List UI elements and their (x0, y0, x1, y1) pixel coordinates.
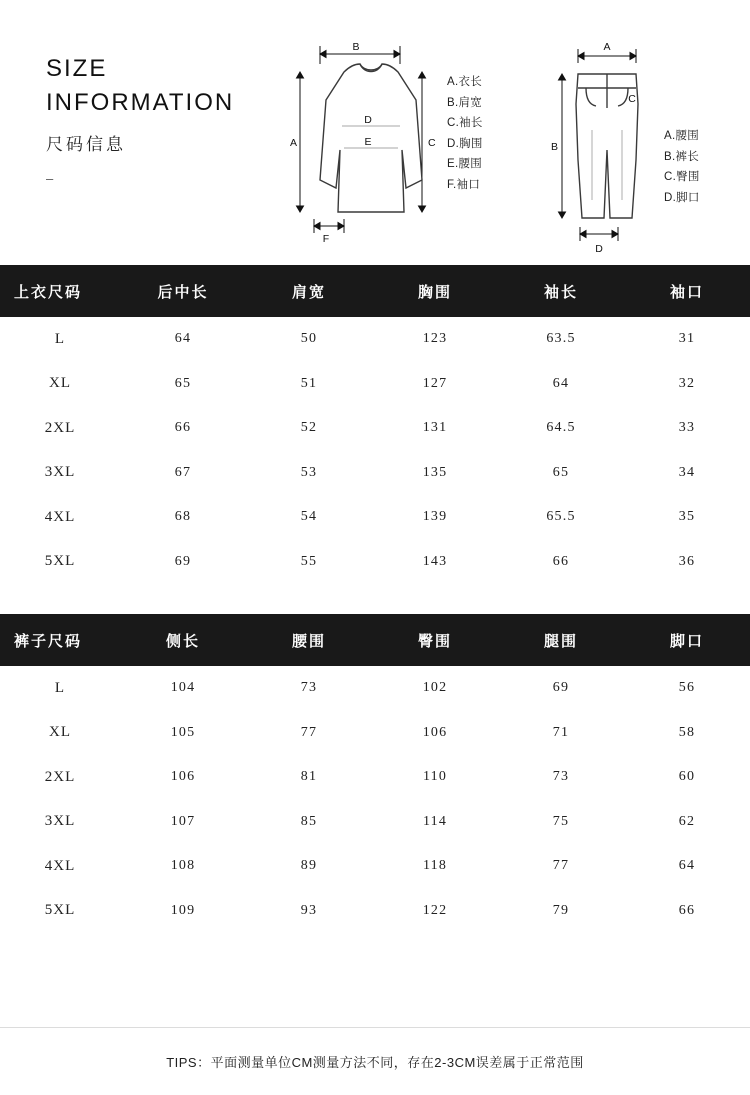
top-cell-3-2: 53 (300, 464, 318, 480)
top-legend-item-3: D.胸围 (447, 137, 483, 150)
top-cell-2-5: 33 (678, 420, 696, 436)
top-cell-5-0: 5XL (44, 553, 76, 570)
top-cell-4-2: 54 (300, 509, 318, 525)
pants-cell-3-4: 75 (552, 813, 570, 829)
pants-cell-1-5: 58 (678, 724, 696, 740)
pants-legend-item-2: C.臀围 (664, 171, 700, 183)
table-row (0, 666, 750, 711)
pants-size-table (0, 614, 750, 933)
top-cell-2-3: 131 (422, 420, 448, 436)
top-cell-5-1: 69 (174, 553, 192, 569)
top-size-table-wrap (0, 265, 750, 584)
top-header-cell-2: 肩宽 (246, 265, 372, 317)
pants-cell-5-4: 79 (552, 902, 570, 918)
pants-table-header-row (0, 614, 750, 666)
pants-header-cell-4: 腿围 (498, 614, 624, 666)
table-row (0, 540, 750, 585)
pants-header-cell-2: 腰围 (246, 614, 372, 666)
table-row (0, 495, 750, 540)
pants-cell-3-3: 114 (422, 813, 448, 829)
top-cell-4-1: 68 (174, 509, 192, 525)
top-cell-1-1: 65 (174, 375, 192, 391)
top-cell-0-2: 50 (300, 331, 318, 347)
pants-cell-4-3: 118 (422, 858, 448, 874)
top-cell-2-2: 52 (300, 420, 318, 436)
table-row (0, 711, 750, 756)
title-en-line2: INFORMATION (46, 89, 235, 116)
pants-cell-2-0: 2XL (44, 768, 76, 785)
pants-cell-1-4: 71 (552, 724, 570, 740)
top-cell-1-3: 127 (422, 375, 448, 391)
title-divider-dash: – (46, 171, 55, 186)
pants-cell-4-0: 4XL (44, 857, 76, 874)
top-table-header-row (0, 265, 750, 317)
svg-text:F: F (322, 233, 330, 245)
top-cell-0-3: 123 (422, 331, 448, 347)
svg-text:B: B (352, 41, 360, 53)
pants-cell-5-0: 5XL (44, 902, 76, 919)
top-header-cell-1: 后中长 (120, 265, 246, 317)
top-header-cell-4: 袖长 (498, 265, 624, 317)
pants-cell-0-0: L (54, 679, 66, 696)
top-cell-3-3: 135 (422, 464, 448, 480)
top-cell-0-4: 63.5 (546, 331, 576, 347)
pants-cell-3-5: 62 (678, 813, 696, 829)
table-row (0, 800, 750, 845)
top-cell-5-5: 36 (678, 553, 696, 569)
page-title (46, 52, 276, 186)
pants-cell-0-2: 73 (300, 680, 318, 696)
pants-header-cell-5: 脚口 (624, 614, 750, 666)
pants-cell-1-3: 106 (422, 724, 448, 740)
table-spacer (0, 584, 750, 614)
pants-cell-4-5: 64 (678, 858, 696, 874)
pants-header-cell-1: 侧长 (120, 614, 246, 666)
table-row (0, 844, 750, 889)
pants-cell-4-1: 108 (170, 858, 196, 874)
tips-footer (0, 1027, 750, 1095)
pants-cell-0-4: 69 (552, 680, 570, 696)
top-cell-4-4: 65.5 (546, 509, 576, 525)
pants-cell-4-2: 89 (300, 858, 318, 874)
top-header-cell-0: 上衣尺码 (0, 265, 120, 317)
top-garment-diagram (282, 30, 467, 245)
top-size-table (0, 265, 750, 584)
table-row (0, 362, 750, 407)
svg-text:C: C (628, 93, 636, 105)
top-cell-3-1: 67 (174, 464, 192, 480)
pants-header-cell-3: 臀围 (372, 614, 498, 666)
top-legend-item-0: A.衣长 (447, 76, 483, 88)
table-row (0, 406, 750, 451)
top-cell-0-1: 64 (174, 331, 192, 347)
table-row (0, 889, 750, 934)
pants-cell-3-2: 85 (300, 813, 318, 829)
pants-header-cell-0: 裤子尺码 (0, 614, 120, 666)
top-legend (447, 72, 483, 195)
top-legend-item-2: C.袖长 (447, 117, 483, 129)
pants-cell-3-0: 3XL (44, 813, 76, 830)
pants-cell-5-5: 66 (678, 902, 696, 918)
top-cell-5-4: 66 (552, 553, 570, 569)
svg-text:D: D (364, 114, 372, 126)
pants-legend-item-0: A.腰围 (664, 130, 700, 142)
top-cell-0-0: L (54, 330, 66, 347)
table-row (0, 451, 750, 496)
pants-legend-item-3: D.脚口 (664, 191, 700, 204)
top-cell-3-5: 34 (678, 464, 696, 480)
pants-cell-0-1: 104 (170, 680, 196, 696)
pants-cell-1-1: 105 (170, 724, 196, 740)
svg-text:D: D (595, 243, 603, 255)
top-legend-item-4: E.腰围 (447, 158, 483, 170)
top-cell-1-2: 51 (300, 375, 318, 391)
pants-legend (664, 126, 700, 208)
pants-legend-item-1: B.裤长 (664, 150, 700, 163)
pants-cell-2-4: 73 (552, 769, 570, 785)
pants-cell-5-1: 109 (170, 902, 196, 918)
svg-text:A: A (603, 41, 611, 53)
pants-cell-2-5: 60 (678, 769, 696, 785)
svg-text:A: A (290, 137, 298, 149)
table-row (0, 755, 750, 800)
pants-cell-2-2: 81 (300, 769, 318, 785)
top-header-cell-5: 袖口 (624, 265, 750, 317)
top-cell-1-5: 32 (678, 375, 696, 391)
top-cell-1-0: XL (49, 375, 71, 392)
top-legend-item-5: F.袖口 (447, 178, 481, 191)
top-cell-0-5: 31 (678, 331, 696, 347)
size-information-header (0, 0, 750, 265)
top-header-cell-3: 胸围 (372, 265, 498, 317)
top-cell-1-4: 64 (552, 375, 570, 391)
title-en-line1: SIZE (46, 55, 108, 82)
tips-text: TIPS：平面测量单位CM测量方法不同，存在2-3CM误差属于正常范围 (166, 1055, 584, 1070)
title-cn: 尺码信息 (46, 135, 126, 154)
top-cell-5-2: 55 (300, 553, 318, 569)
top-legend-item-1: B.肩宽 (447, 96, 483, 109)
top-cell-4-0: 4XL (44, 508, 76, 525)
svg-text:B: B (551, 141, 559, 153)
svg-text:C: C (428, 137, 436, 149)
pants-cell-5-2: 93 (300, 902, 318, 918)
top-cell-4-5: 35 (678, 509, 696, 525)
top-cell-2-0: 2XL (44, 419, 76, 436)
table-row (0, 317, 750, 362)
pants-cell-1-0: XL (49, 724, 71, 741)
top-cell-5-3: 143 (422, 553, 448, 569)
top-cell-2-1: 66 (174, 420, 192, 436)
pants-cell-5-3: 122 (422, 902, 448, 918)
pants-cell-2-1: 106 (170, 769, 196, 785)
top-cell-3-0: 3XL (44, 464, 76, 481)
pants-cell-2-3: 110 (422, 769, 448, 785)
top-cell-2-4: 64.5 (546, 420, 576, 436)
pants-cell-0-5: 56 (678, 680, 696, 696)
pants-cell-0-3: 102 (422, 680, 448, 696)
pants-cell-4-4: 77 (552, 858, 570, 874)
pants-cell-3-1: 107 (170, 813, 196, 829)
pants-cell-1-2: 77 (300, 724, 318, 740)
svg-text:E: E (364, 136, 372, 148)
pants-size-table-wrap (0, 614, 750, 933)
top-cell-3-4: 65 (552, 464, 570, 480)
top-cell-4-3: 139 (422, 509, 448, 525)
